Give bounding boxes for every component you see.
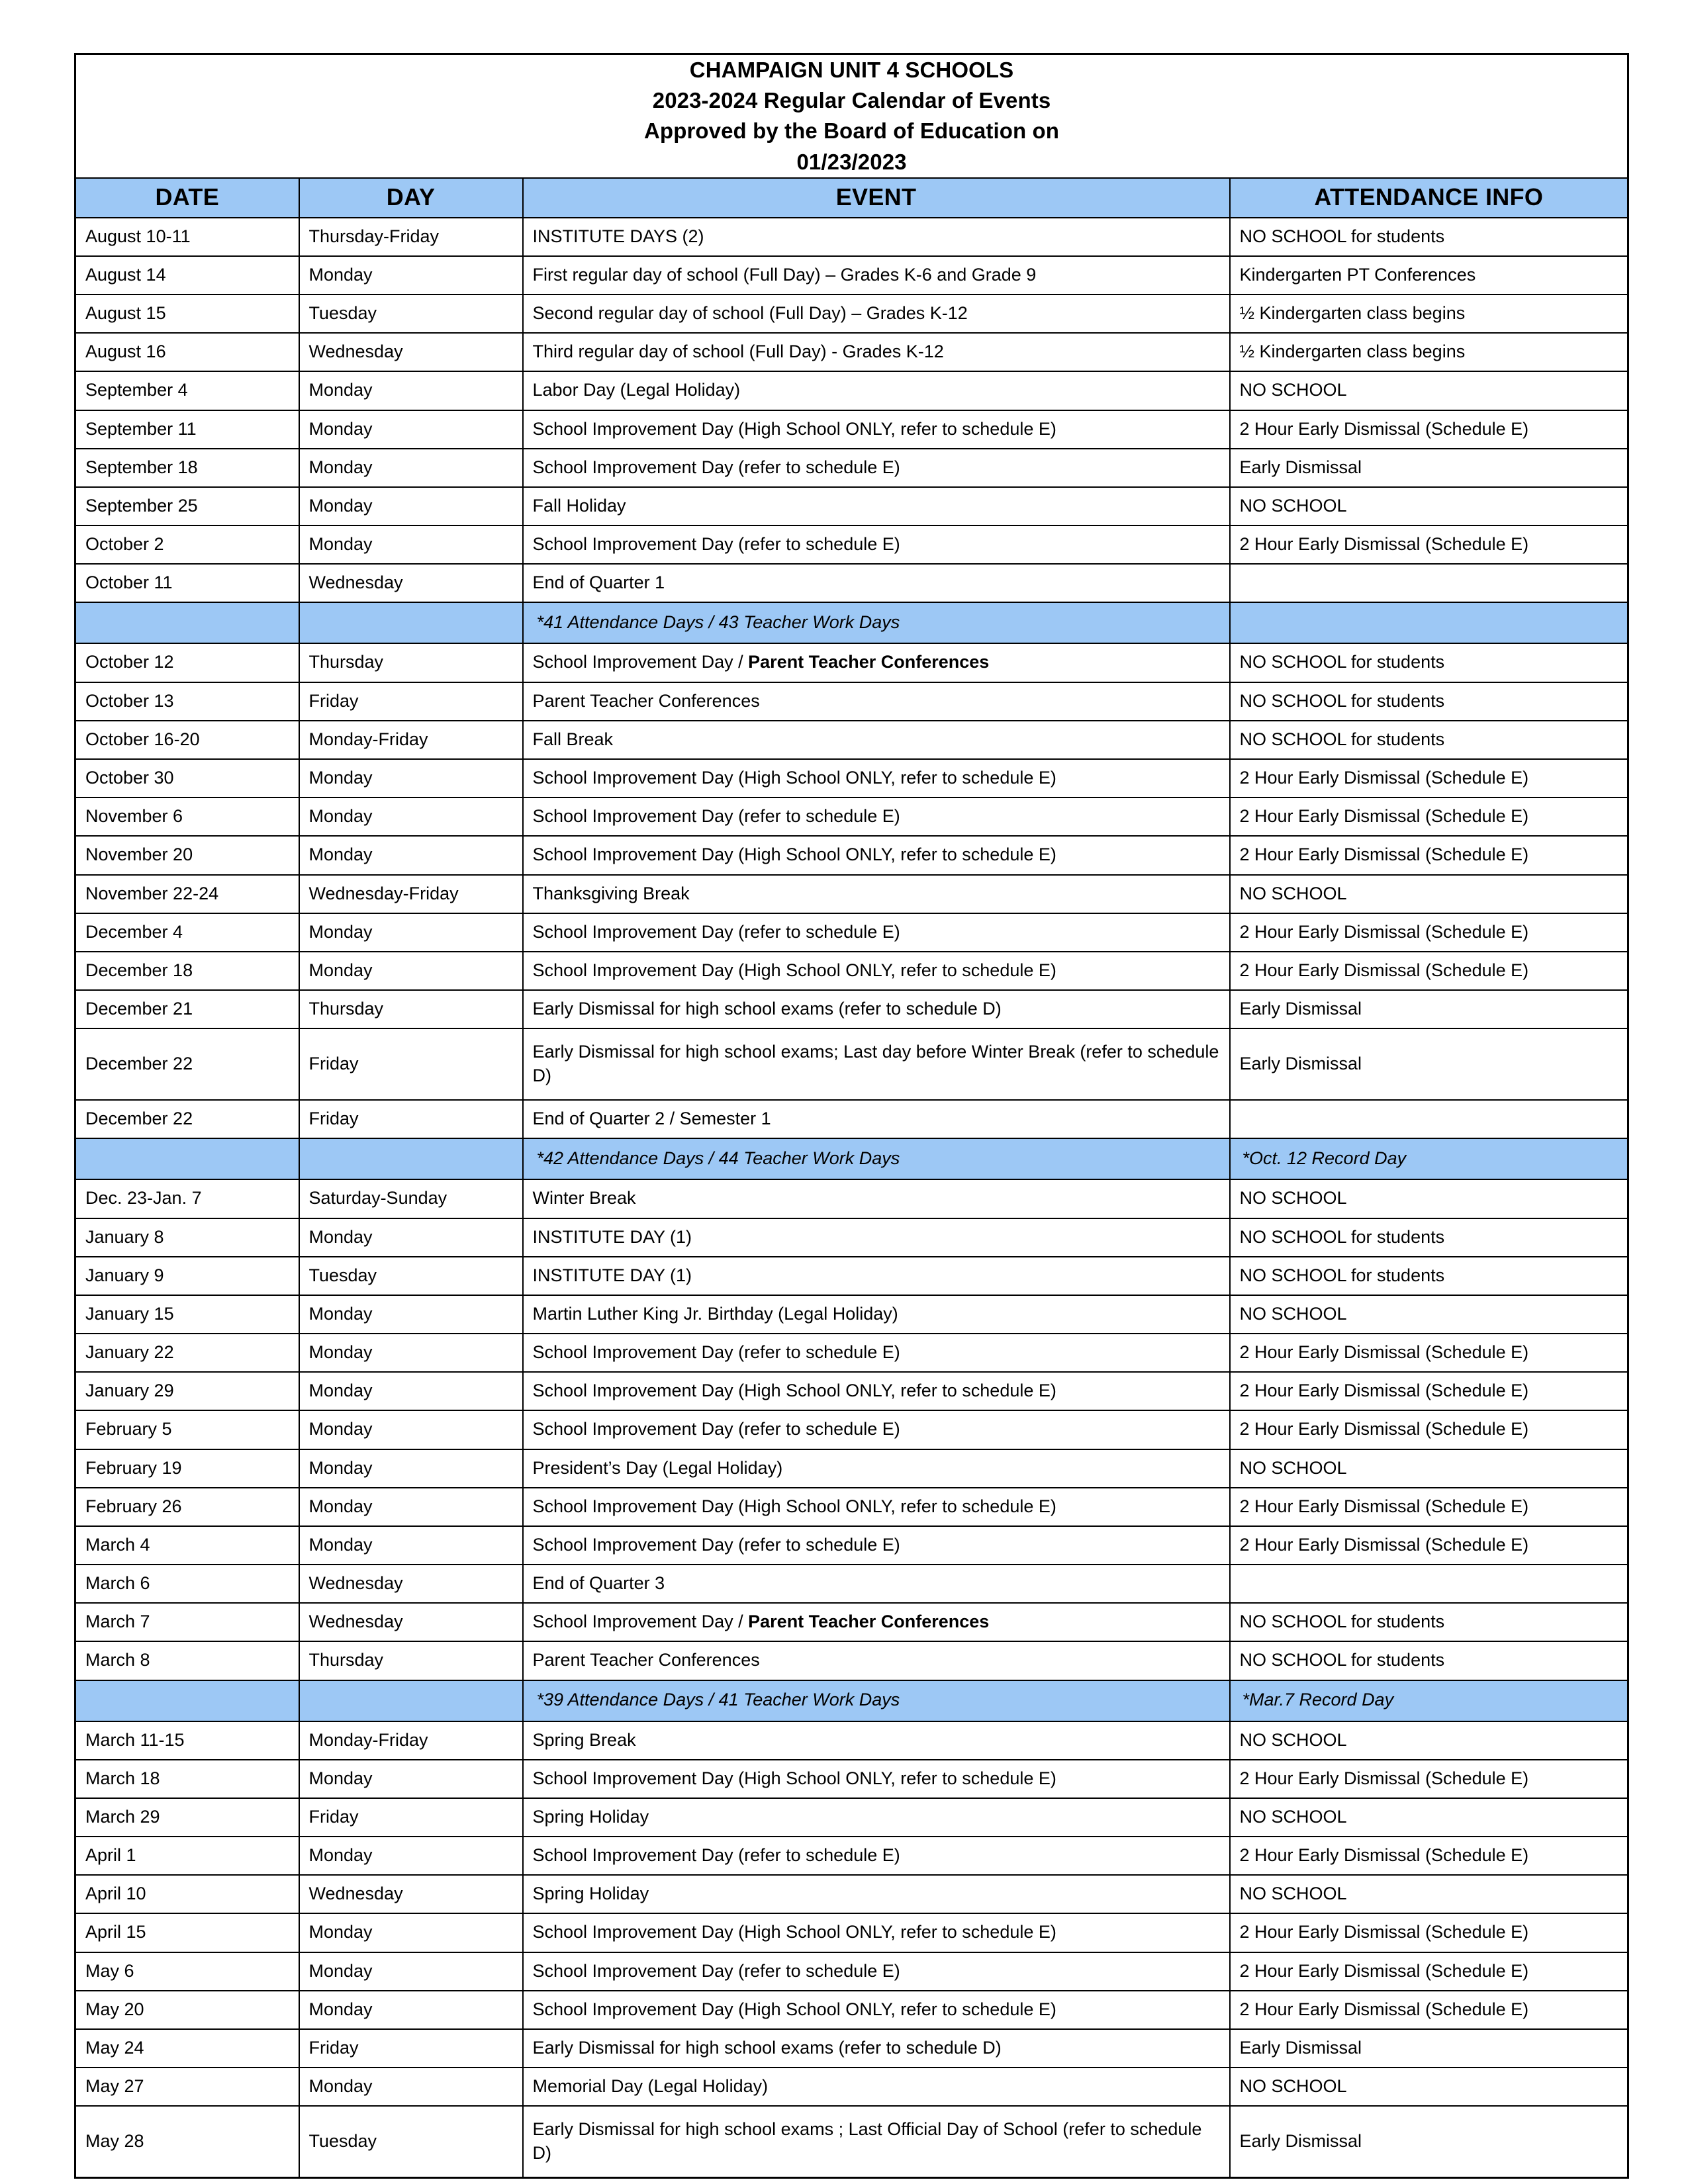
table-row [75, 759, 1628, 797]
cell-day: Monday [299, 1218, 523, 1257]
cell-event: INSTITUTE DAY (1) [523, 1218, 1230, 1257]
cell-event: School Improvement Day (refer to schedule E) [523, 1334, 1230, 1372]
cell-day: Monday [299, 1488, 523, 1526]
cell-event: Thanksgiving Break [523, 875, 1230, 913]
cell-event: School Improvement Day (High School ONLY, refer to schedule E) [523, 1991, 1230, 2029]
cell-attendance: NO SCHOOL [1230, 875, 1628, 913]
table-row [75, 643, 1628, 682]
cell-date: November 22-24 [75, 875, 299, 913]
cell-date: September 18 [75, 449, 299, 487]
column-header-event: EVENT [523, 178, 1230, 218]
cell-event: Early Dismissal for high school exams (refer to schedule D) [523, 2029, 1230, 2068]
cell-date: Dec. 23-Jan. 7 [75, 1179, 299, 1218]
table-row [75, 410, 1628, 449]
cell-event: Fall Holiday [523, 487, 1230, 525]
cell-attendance: 2 Hour Early Dismissal (Schedule E) [1230, 1488, 1628, 1526]
cell-day: Monday [299, 1295, 523, 1334]
cell-date: October 16-20 [75, 721, 299, 759]
table-row [75, 1603, 1628, 1641]
cell-event: Early Dismissal for high school exams (refer to schedule D) [523, 990, 1230, 1028]
cell-date: May 20 [75, 1991, 299, 2029]
cell-event: School Improvement Day (refer to schedule E) [523, 1526, 1230, 1565]
cell-attendance [1230, 1100, 1628, 1138]
summary-row [75, 1138, 1628, 1179]
table-row [75, 875, 1628, 913]
cell-date: February 19 [75, 1449, 299, 1488]
cell-date: February 5 [75, 1410, 299, 1449]
table-row [75, 836, 1628, 874]
cell-event: School Improvement Day (High School ONLY, refer to schedule E) [523, 1760, 1230, 1798]
cell-attendance [1230, 564, 1628, 602]
cell-day: Friday [299, 682, 523, 721]
cell-event: *42 Attendance Days / 44 Teacher Work Days [523, 1138, 1230, 1179]
cell-attendance: NO SCHOOL [1230, 1798, 1628, 1837]
cell-day [299, 1138, 523, 1179]
cell-day: Friday [299, 1028, 523, 1100]
cell-attendance: 2 Hour Early Dismissal (Schedule E) [1230, 1913, 1628, 1952]
cell-day: Monday [299, 1991, 523, 2029]
cell-event: Winter Break [523, 1179, 1230, 1218]
cell-date: August 15 [75, 295, 299, 333]
cell-day: Monday [299, 1760, 523, 1798]
cell-day: Monday [299, 371, 523, 410]
cell-date: April 1 [75, 1837, 299, 1875]
cell-date: November 20 [75, 836, 299, 874]
cell-attendance: *Mar.7 Record Day [1230, 1680, 1628, 1721]
cell-date: December 18 [75, 952, 299, 990]
cell-date: January 15 [75, 1295, 299, 1334]
cell-attendance: NO SCHOOL [1230, 1875, 1628, 1913]
table-row [75, 682, 1628, 721]
cell-day [299, 602, 523, 643]
cell-day: Monday [299, 1410, 523, 1449]
cell-event: Fall Break [523, 721, 1230, 759]
cell-event: Parent Teacher Conferences [523, 1641, 1230, 1680]
cell-event: Memorial Day (Legal Holiday) [523, 2068, 1230, 2106]
cell-day: Wednesday [299, 333, 523, 371]
table-row [75, 913, 1628, 952]
cell-day: Wednesday [299, 1603, 523, 1641]
cell-event: School Improvement Day (High School ONLY, refer to schedule E) [523, 410, 1230, 449]
cell-event: School Improvement Day (High School ONLY, refer to schedule E) [523, 1913, 1230, 1952]
cell-event: End of Quarter 1 [523, 564, 1230, 602]
cell-day: Saturday-Sunday [299, 1179, 523, 1218]
cell-attendance: NO SCHOOL for students [1230, 721, 1628, 759]
cell-day: Thursday-Friday [299, 218, 523, 256]
cell-day: Tuesday [299, 295, 523, 333]
cell-attendance: NO SCHOOL [1230, 487, 1628, 525]
column-header-date: DATE [75, 178, 299, 218]
cell-date: March 8 [75, 1641, 299, 1680]
cell-day: Monday [299, 487, 523, 525]
cell-day: Monday [299, 952, 523, 990]
cell-attendance: NO SCHOOL [1230, 2068, 1628, 2106]
cell-event: School Improvement Day / Parent Teacher Conferences [523, 643, 1230, 682]
cell-attendance: *Oct. 12 Record Day [1230, 1138, 1628, 1179]
cell-event: *39 Attendance Days / 41 Teacher Work Days [523, 1680, 1230, 1721]
cell-attendance: NO SCHOOL for students [1230, 682, 1628, 721]
cell-day: Wednesday [299, 1565, 523, 1603]
cell-date: August 10-11 [75, 218, 299, 256]
cell-date: December 4 [75, 913, 299, 952]
cell-attendance [1230, 602, 1628, 643]
cell-event: Spring Break [523, 1721, 1230, 1760]
cell-date: March 29 [75, 1798, 299, 1837]
cell-date: November 6 [75, 797, 299, 836]
cell-event: School Improvement Day (refer to schedule E) [523, 913, 1230, 952]
cell-attendance: 2 Hour Early Dismissal (Schedule E) [1230, 1760, 1628, 1798]
title-line-2: 2023-2024 Regular Calendar of Events [652, 88, 1051, 113]
cell-attendance: 2 Hour Early Dismissal (Schedule E) [1230, 836, 1628, 874]
cell-attendance: Early Dismissal [1230, 1028, 1628, 1100]
cell-day: Wednesday [299, 564, 523, 602]
table-row [75, 1100, 1628, 1138]
cell-date: December 22 [75, 1100, 299, 1138]
cell-date: March 6 [75, 1565, 299, 1603]
cell-date: October 12 [75, 643, 299, 682]
summary-row [75, 602, 1628, 643]
cell-date: January 29 [75, 1372, 299, 1410]
cell-date: September 4 [75, 371, 299, 410]
cell-attendance: 2 Hour Early Dismissal (Schedule E) [1230, 1526, 1628, 1565]
cell-attendance: 2 Hour Early Dismissal (Schedule E) [1230, 1334, 1628, 1372]
cell-date: March 18 [75, 1760, 299, 1798]
cell-event: School Improvement Day (High School ONLY, refer to schedule E) [523, 759, 1230, 797]
cell-event: Early Dismissal for high school exams ; Last Official Day of School (refer to schedule D) [523, 2106, 1230, 2178]
cell-event: *41 Attendance Days / 43 Teacher Work Days [523, 602, 1230, 643]
cell-date: October 13 [75, 682, 299, 721]
table-row [75, 371, 1628, 410]
cell-attendance: NO SCHOOL for students [1230, 1257, 1628, 1295]
table-row [75, 1991, 1628, 2029]
cell-day: Wednesday [299, 1875, 523, 1913]
table-row [75, 1565, 1628, 1603]
cell-date: April 15 [75, 1913, 299, 1952]
cell-attendance: NO SCHOOL [1230, 1449, 1628, 1488]
cell-attendance: 2 Hour Early Dismissal (Schedule E) [1230, 1837, 1628, 1875]
table-row [75, 1641, 1628, 1680]
cell-event: End of Quarter 2 / Semester 1 [523, 1100, 1230, 1138]
table-row [75, 487, 1628, 525]
cell-attendance: NO SCHOOL for students [1230, 1218, 1628, 1257]
cell-day: Tuesday [299, 2106, 523, 2178]
table-row [75, 1179, 1628, 1218]
title-line-4: 01/23/2023 [796, 149, 907, 174]
column-header-row [75, 178, 1628, 218]
cell-day: Monday [299, 525, 523, 564]
document-title-block [75, 54, 1628, 178]
cell-date: August 14 [75, 256, 299, 295]
table-row [75, 1257, 1628, 1295]
cell-day: Monday-Friday [299, 721, 523, 759]
table-row [75, 1488, 1628, 1526]
cell-day: Monday [299, 1334, 523, 1372]
cell-day: Monday [299, 256, 523, 295]
table-row [75, 295, 1628, 333]
cell-date: October 11 [75, 564, 299, 602]
cell-event: School Improvement Day (refer to schedule E) [523, 1410, 1230, 1449]
table-row [75, 218, 1628, 256]
cell-date: August 16 [75, 333, 299, 371]
table-row [75, 1952, 1628, 1991]
cell-event: Parent Teacher Conferences [523, 682, 1230, 721]
cell-attendance: NO SCHOOL [1230, 1295, 1628, 1334]
cell-event: School Improvement Day (refer to schedule E) [523, 1837, 1230, 1875]
cell-event: Spring Holiday [523, 1798, 1230, 1837]
cell-day: Monday-Friday [299, 1721, 523, 1760]
table-row [75, 1721, 1628, 1760]
table-row [75, 1028, 1628, 1100]
cell-attendance: 2 Hour Early Dismissal (Schedule E) [1230, 759, 1628, 797]
cell-event: Martin Luther King Jr. Birthday (Legal Holiday) [523, 1295, 1230, 1334]
title-line-1: CHAMPAIGN UNIT 4 SCHOOLS [689, 58, 1014, 82]
table-row [75, 2068, 1628, 2106]
table-row [75, 1218, 1628, 1257]
table-row [75, 990, 1628, 1028]
cell-attendance: 2 Hour Early Dismissal (Schedule E) [1230, 797, 1628, 836]
cell-event: Second regular day of school (Full Day) – Grades K-12 [523, 295, 1230, 333]
cell-attendance: NO SCHOOL [1230, 1721, 1628, 1760]
cell-event: Labor Day (Legal Holiday) [523, 371, 1230, 410]
cell-event: School Improvement Day (refer to schedule E) [523, 525, 1230, 564]
cell-day: Monday [299, 449, 523, 487]
table-row [75, 1449, 1628, 1488]
cell-day: Friday [299, 2029, 523, 2068]
title-row [75, 54, 1628, 178]
table-row [75, 2106, 1628, 2178]
table-row [75, 1837, 1628, 1875]
cell-attendance: 2 Hour Early Dismissal (Schedule E) [1230, 410, 1628, 449]
cell-day: Thursday [299, 1641, 523, 1680]
cell-attendance: ½ Kindergarten class begins [1230, 333, 1628, 371]
cell-event: School Improvement Day (High School ONLY, refer to schedule E) [523, 836, 1230, 874]
cell-attendance: Early Dismissal [1230, 2029, 1628, 2068]
cell-day: Monday [299, 1372, 523, 1410]
cell-event: School Improvement Day (refer to schedule E) [523, 1952, 1230, 1991]
cell-day: Thursday [299, 643, 523, 682]
cell-day: Monday [299, 759, 523, 797]
cell-day [299, 1680, 523, 1721]
cell-day: Monday [299, 1952, 523, 1991]
cell-date: September 25 [75, 487, 299, 525]
cell-date: December 22 [75, 1028, 299, 1100]
cell-day: Tuesday [299, 1257, 523, 1295]
cell-day: Monday [299, 1913, 523, 1952]
table-row [75, 797, 1628, 836]
calendar-table [74, 53, 1629, 2179]
table-row [75, 952, 1628, 990]
cell-attendance: Early Dismissal [1230, 990, 1628, 1028]
table-row [75, 1334, 1628, 1372]
cell-day: Monday [299, 836, 523, 874]
cell-date: March 4 [75, 1526, 299, 1565]
table-row [75, 333, 1628, 371]
table-row [75, 2029, 1628, 2068]
cell-date: January 22 [75, 1334, 299, 1372]
cell-attendance: NO SCHOOL for students [1230, 643, 1628, 682]
cell-date: October 2 [75, 525, 299, 564]
cell-date: January 8 [75, 1218, 299, 1257]
cell-event: School Improvement Day (High School ONLY, refer to schedule E) [523, 1488, 1230, 1526]
cell-event: School Improvement Day (refer to schedule E) [523, 449, 1230, 487]
cell-event: School Improvement Day (refer to schedule E) [523, 797, 1230, 836]
cell-day: Monday [299, 410, 523, 449]
cell-event: President’s Day (Legal Holiday) [523, 1449, 1230, 1488]
event-emphasis: Parent Teacher Conferences [748, 1612, 990, 1632]
cell-date: May 24 [75, 2029, 299, 2068]
table-row [75, 1372, 1628, 1410]
cell-date: March 7 [75, 1603, 299, 1641]
cell-event: INSTITUTE DAY (1) [523, 1257, 1230, 1295]
cell-date: October 30 [75, 759, 299, 797]
table-row [75, 1875, 1628, 1913]
cell-date: September 11 [75, 410, 299, 449]
cell-event: INSTITUTE DAYS (2) [523, 218, 1230, 256]
cell-event: Early Dismissal for high school exams; Last day before Winter Break (refer to schedule D) [523, 1028, 1230, 1100]
cell-date: May 27 [75, 2068, 299, 2106]
table-row [75, 449, 1628, 487]
cell-attendance: NO SCHOOL for students [1230, 1641, 1628, 1680]
cell-date: May 28 [75, 2106, 299, 2178]
cell-attendance: NO SCHOOL [1230, 371, 1628, 410]
title-line-3: Approved by the Board of Education on [644, 118, 1060, 144]
cell-day: Monday [299, 913, 523, 952]
cell-date [75, 1680, 299, 1721]
event-emphasis: Parent Teacher Conferences [748, 652, 990, 672]
cell-date: May 6 [75, 1952, 299, 1991]
summary-row [75, 1680, 1628, 1721]
cell-attendance: 2 Hour Early Dismissal (Schedule E) [1230, 1410, 1628, 1449]
table-row [75, 1526, 1628, 1565]
cell-date: February 26 [75, 1488, 299, 1526]
cell-event: Third regular day of school (Full Day) - Grades K-12 [523, 333, 1230, 371]
table-row [75, 256, 1628, 295]
cell-day: Friday [299, 1100, 523, 1138]
table-row [75, 525, 1628, 564]
cell-attendance: 2 Hour Early Dismissal (Schedule E) [1230, 1372, 1628, 1410]
table-row [75, 1760, 1628, 1798]
table-row [75, 1913, 1628, 1952]
cell-attendance [1230, 1565, 1628, 1603]
cell-attendance: NO SCHOOL [1230, 1179, 1628, 1218]
cell-event: School Improvement Day (High School ONLY, refer to schedule E) [523, 952, 1230, 990]
cell-date [75, 1138, 299, 1179]
cell-event: Spring Holiday [523, 1875, 1230, 1913]
cell-date: April 10 [75, 1875, 299, 1913]
cell-attendance: ½ Kindergarten class begins [1230, 295, 1628, 333]
cell-event: School Improvement Day / Parent Teacher Conferences [523, 1603, 1230, 1641]
cell-attendance: Kindergarten PT Conferences [1230, 256, 1628, 295]
table-row [75, 721, 1628, 759]
table-row [75, 1295, 1628, 1334]
table-row [75, 564, 1628, 602]
cell-date: December 21 [75, 990, 299, 1028]
cell-attendance: NO SCHOOL for students [1230, 218, 1628, 256]
cell-date [75, 602, 299, 643]
column-header-attendance: ATTENDANCE INFO [1230, 178, 1628, 218]
cell-day: Thursday [299, 990, 523, 1028]
cell-day: Monday [299, 1449, 523, 1488]
cell-day: Friday [299, 1798, 523, 1837]
table-row [75, 1410, 1628, 1449]
column-header-day: DAY [299, 178, 523, 218]
cell-attendance: Early Dismissal [1230, 449, 1628, 487]
cell-attendance: 2 Hour Early Dismissal (Schedule E) [1230, 913, 1628, 952]
cell-event: School Improvement Day (High School ONLY, refer to schedule E) [523, 1372, 1230, 1410]
cell-date: March 11-15 [75, 1721, 299, 1760]
cell-attendance: 2 Hour Early Dismissal (Schedule E) [1230, 1991, 1628, 2029]
cell-attendance: 2 Hour Early Dismissal (Schedule E) [1230, 952, 1628, 990]
cell-day: Monday [299, 797, 523, 836]
cell-day: Monday [299, 1526, 523, 1565]
cell-attendance: NO SCHOOL for students [1230, 1603, 1628, 1641]
cell-event: First regular day of school (Full Day) – Grades K-6 and Grade 9 [523, 256, 1230, 295]
calendar-table-body [75, 54, 1628, 2178]
cell-event: End of Quarter 3 [523, 1565, 1230, 1603]
cell-day: Monday [299, 1837, 523, 1875]
cell-attendance: 2 Hour Early Dismissal (Schedule E) [1230, 525, 1628, 564]
cell-attendance: 2 Hour Early Dismissal (Schedule E) [1230, 1952, 1628, 1991]
cell-day: Wednesday-Friday [299, 875, 523, 913]
cell-date: January 9 [75, 1257, 299, 1295]
cell-day: Monday [299, 2068, 523, 2106]
table-row [75, 1798, 1628, 1837]
cell-attendance: Early Dismissal [1230, 2106, 1628, 2178]
